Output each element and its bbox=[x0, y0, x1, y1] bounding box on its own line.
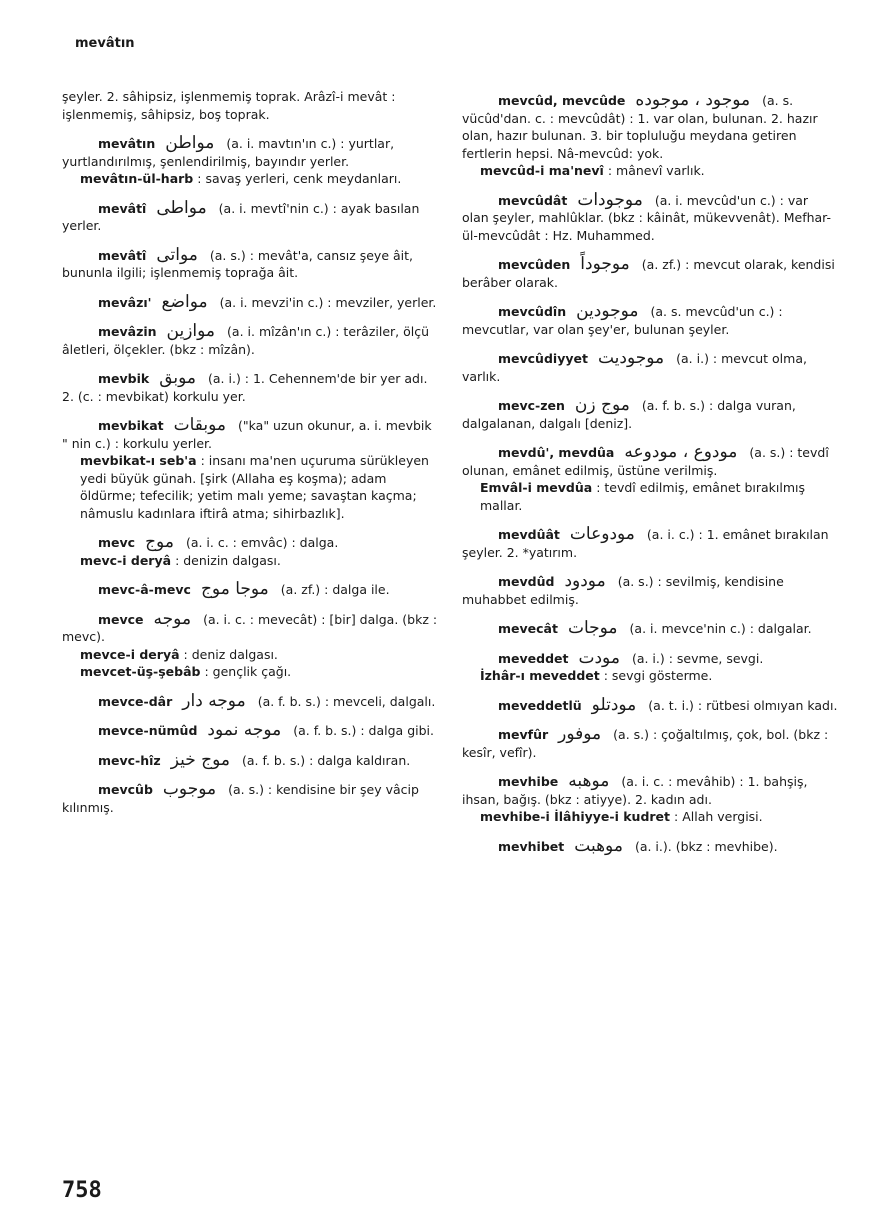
dictionary-entry bbox=[62, 722, 438, 740]
dictionary-entry bbox=[62, 291, 438, 312]
sub-entry-headword: İzhâr-ı meveddet bbox=[480, 668, 600, 683]
entry-arabic: موجه نمود bbox=[207, 720, 282, 740]
sub-entry-headword: mevcûd-i ma'nevî bbox=[480, 163, 604, 178]
sub-entry bbox=[480, 162, 838, 180]
left-column bbox=[62, 88, 438, 828]
entry-headword: mevcûdiyyet bbox=[498, 351, 588, 366]
dictionary-entry bbox=[462, 835, 838, 856]
sub-entry bbox=[80, 663, 438, 681]
sub-entry-definition: : deniz dalgası. bbox=[183, 646, 278, 662]
entry-headword: mevcûden bbox=[498, 257, 571, 272]
sub-entry-headword: mevhibe-i İlâhiyye-i kudret bbox=[480, 809, 671, 824]
right-column bbox=[462, 92, 838, 867]
dictionary-entry bbox=[462, 773, 838, 826]
running-head: mevâtın bbox=[75, 36, 135, 51]
entry-headword: mevbik bbox=[98, 371, 150, 386]
entry-arabic: موازين bbox=[166, 321, 216, 341]
sub-entry bbox=[480, 808, 838, 826]
entry-arabic: مودت bbox=[578, 647, 620, 668]
entry-definition: (a. i. mevtî'nin c.) : ayak basılan yerler. bbox=[62, 200, 420, 233]
dictionary-entry bbox=[62, 749, 438, 770]
entry-definition: (a. zf.) : dalga ile. bbox=[280, 582, 390, 597]
dictionary-entry bbox=[62, 417, 438, 522]
sub-entry bbox=[480, 667, 838, 685]
dictionary-entry bbox=[462, 350, 838, 385]
entry-headword: mevâtî bbox=[98, 200, 147, 216]
entry-headword: meveddetlü bbox=[498, 697, 582, 713]
entry-headword: mevc-zen bbox=[498, 398, 565, 413]
sub-entry bbox=[80, 552, 438, 570]
entry-definition: (a. i. mevce'nin c.) : dalgalar. bbox=[629, 621, 812, 636]
entry-definition: (a. f. b. s.) : dalga vuran, dalgalanan, dalgalı [deniz]. bbox=[462, 398, 796, 431]
dictionary-entry bbox=[462, 647, 838, 685]
dictionary-entry bbox=[62, 581, 438, 599]
entry-headword: mevâtın bbox=[98, 136, 156, 151]
sub-entry bbox=[80, 170, 438, 188]
sub-entry-headword: mevcet-üş-şebâb bbox=[80, 664, 201, 679]
entry-definition: (a. zf.) : mevcut olarak, kendisi berâber olarak. bbox=[462, 257, 835, 290]
sub-entry bbox=[80, 646, 438, 664]
continuation-text: şeyler. 2. sâhipsiz, işlenmemiş toprak. Arâzî-i mevât : işlenmemiş, sâhipsiz, boş toprak. bbox=[62, 89, 396, 122]
entry-definition: ("ka" uzun okunur, a. i. mevbik " nin c.) : korkulu yerler. bbox=[62, 418, 432, 451]
dictionary-entry bbox=[462, 526, 838, 561]
dictionary-entry bbox=[462, 256, 838, 291]
dictionary-entry bbox=[62, 197, 438, 235]
dictionary-entry bbox=[462, 573, 838, 608]
dictionary-entry bbox=[462, 189, 838, 245]
dictionary-entry bbox=[62, 781, 438, 816]
entry-headword: mevâtî bbox=[98, 247, 147, 263]
sub-entry-definition: : mânevî varlık. bbox=[607, 163, 705, 178]
sub-entry-headword: mevbikat-ı seb'a bbox=[80, 453, 197, 468]
entry-arabic: مواتى bbox=[156, 244, 198, 265]
entry-definition: (a. i. mîzân'ın c.) : terâziler, ölçü âletleri, ölçekler. (bkz : mîzân). bbox=[62, 324, 430, 357]
entry-headword: mevcûdât bbox=[498, 192, 568, 208]
entry-definition: (a. s. vücûd'dan. c. : mevcûdât) : 1. var olan, bulunan. 2. hazır olan, hazır bulunan. 3. bir topluluğu meydana getiren fertlerin hepsi. Nâ-mevcûd: yok. bbox=[462, 93, 818, 161]
entry-headword: mevce-nümûd bbox=[98, 723, 198, 738]
entry-arabic: مودوعات bbox=[569, 524, 635, 544]
entry-headword: mevdûât bbox=[498, 527, 560, 542]
entry-definition: (a. t. i.) : rütbesi olmıyan kadı. bbox=[648, 697, 838, 713]
dictionary-entry bbox=[462, 694, 838, 715]
entry-arabic: موجوداً bbox=[580, 254, 630, 274]
entry-definition: (a. i. c. : mevâhib) : 1. bahşiş, ihsan, bağış. (bkz : atiyye). 2. kadın adı. bbox=[462, 774, 808, 807]
entry-arabic: موجودين bbox=[576, 301, 639, 321]
entry-headword: meveddet bbox=[498, 650, 569, 666]
sub-entry-definition: : denizin dalgası. bbox=[175, 552, 281, 568]
dictionary-entry bbox=[62, 323, 438, 358]
dictionary-entry bbox=[462, 92, 838, 180]
entry-arabic: موبق bbox=[159, 368, 197, 388]
entry-arabic: مودتلو bbox=[591, 694, 637, 715]
entry-headword: mevcûb bbox=[98, 782, 153, 797]
sub-entry-definition: : gençlik çağı. bbox=[204, 664, 292, 679]
entry-arabic: موبقات bbox=[173, 415, 227, 435]
entry-headword: mevbikat bbox=[98, 418, 164, 433]
sub-entry-definition: : savaş yerleri, cenk meydanları. bbox=[197, 171, 402, 186]
sub-entry-definition: : tevdî edilmiş, emânet bırakılmış mallar. bbox=[480, 480, 806, 513]
entry-definition: (a. s.) : mevât'a, cansız şeye âit, bununla ilgili; işlenmemiş toprağa âit. bbox=[62, 247, 413, 280]
entry-definition: (a. i. c.) : 1. emânet bırakılan şeyler. 2. *yatırım. bbox=[462, 527, 829, 560]
entry-arabic: موجه دار bbox=[182, 690, 246, 711]
entry-definition: (a. i. c. : emvâc) : dalga. bbox=[185, 535, 339, 550]
entry-definition: (a. i.) : sevme, sevgi. bbox=[631, 650, 764, 666]
entry-definition: (a. i. mevcûd'un c.) : var olan şeyler, mahlûklar. (bkz : kâinât, mükevvenât). Mefhar-ül-mevcûdât : Hz. Muhammed. bbox=[462, 192, 832, 243]
entry-headword: mevâzin bbox=[98, 324, 157, 339]
entry-headword: mevc-â-mevc bbox=[98, 582, 191, 597]
entry-arabic: موجه bbox=[153, 608, 192, 629]
entry-arabic: موجات bbox=[567, 618, 618, 638]
sub-entry-definition: : sevgi gösterme. bbox=[603, 668, 713, 683]
entry-definition: (a. i.) : 1. Cehennem'de bir yer adı. 2. (c. : mevbikat) korkulu yer. bbox=[62, 371, 428, 404]
sub-entry-headword: Emvâl-i mevdûa bbox=[480, 480, 593, 495]
entry-headword: mevecât bbox=[498, 621, 558, 636]
entry-headword: mevdû', mevdûa bbox=[498, 445, 615, 460]
entry-definition: (a. s.) : tevdî olunan, emânet edilmiş, üstüne verilmiş. bbox=[462, 445, 829, 478]
entry-arabic: موجا موج bbox=[200, 579, 269, 599]
page-number: 758 bbox=[62, 1178, 102, 1203]
entry-definition: (a. f. b. s.) : dalga gibi. bbox=[293, 723, 434, 738]
entry-definition: (a. i. c. : mevecât) : [bir] dalga. (bkz : mevc). bbox=[62, 611, 438, 644]
entry-definition: (a. i.). (bkz : mevhibe). bbox=[634, 838, 778, 854]
entry-arabic: موج bbox=[145, 532, 174, 552]
entry-arabic: موجود ، موجوده bbox=[635, 90, 751, 110]
dictionary-entry bbox=[62, 135, 438, 188]
entry-headword: mevhibet bbox=[498, 838, 565, 854]
sub-entry-definition: : Allah vergisi. bbox=[674, 809, 763, 824]
entry-headword: mevfûr bbox=[498, 727, 549, 742]
entry-arabic: موج خيز bbox=[170, 749, 231, 770]
sub-entry-headword: mevâtın-ül-harb bbox=[80, 171, 194, 186]
sub-entry-headword: mevc-i deryâ bbox=[80, 552, 172, 568]
sub-entry bbox=[80, 452, 438, 522]
entry-arabic: موجوديت bbox=[597, 348, 665, 368]
dictionary-entry bbox=[62, 370, 438, 405]
entry-arabic: موهبت bbox=[574, 835, 623, 856]
sub-entry-headword: mevce-i deryâ bbox=[80, 646, 180, 662]
dictionary-entry bbox=[62, 608, 438, 681]
dictionary-entry bbox=[462, 620, 838, 638]
entry-definition: (a. s.) : sevilmiş, kendisine muhabbet edilmiş. bbox=[462, 574, 784, 607]
dictionary-entry bbox=[462, 397, 838, 432]
sub-entry-definition: : insanı ma'nen uçuruma sürükleyen yedi büyük günah. [şirk (Allaha eş koşma); adam öldürme; tefecilik; yetim malı yeme; savaştan kaçma; nâmuslu kadınlara iftirâ atma; sihirbazlık]. bbox=[80, 453, 429, 521]
entry-arabic: مودود bbox=[564, 571, 606, 591]
entry-definition: (a. i. mavtın'ın c.) : yurtlar, yurtlandırılmış, şenlendirilmiş, bayındır yerler. bbox=[62, 136, 395, 169]
entry-headword: mevcûd, mevcûde bbox=[498, 93, 626, 108]
entry-headword: mevce-dâr bbox=[98, 693, 173, 709]
entry-definition: (a. s.) : çoğaltılmış, çok, bol. (bkz : kesîr, vefîr). bbox=[462, 727, 829, 760]
entry-definition: (a. f. b. s.) : mevceli, dalgalı. bbox=[257, 693, 436, 709]
entry-headword: mevcûdîn bbox=[498, 304, 567, 319]
dictionary-entry bbox=[62, 534, 438, 569]
entry-headword: mevâzı' bbox=[98, 294, 152, 310]
entry-arabic: مواطن bbox=[165, 133, 215, 153]
dictionary-entry bbox=[462, 726, 838, 761]
entry-arabic: موجودات bbox=[577, 189, 643, 210]
entry-definition: (a. s.) : kendisine bir şey vâcip kılınmış. bbox=[62, 782, 419, 815]
entry-arabic: مودوع ، مودوعه bbox=[624, 442, 738, 462]
entry-headword: mevhibe bbox=[498, 774, 559, 789]
entry-arabic: موفور bbox=[558, 724, 602, 744]
dictionary-entry bbox=[62, 690, 438, 711]
dictionary-entry bbox=[462, 303, 838, 338]
entry-headword: mevc-hîz bbox=[98, 752, 161, 768]
dictionary-entry bbox=[62, 244, 438, 282]
entry-headword: mevdûd bbox=[498, 574, 555, 589]
entry-headword: mevce bbox=[98, 611, 144, 627]
entry-definition: (a. i.) : mevcut olma, varlık. bbox=[462, 351, 807, 384]
entry-arabic: موجوب bbox=[162, 779, 217, 799]
entry-headword: mevc bbox=[98, 535, 136, 550]
entry-arabic: مواضع bbox=[161, 291, 208, 312]
entry-arabic: موهبه bbox=[568, 771, 610, 791]
entry-definition: (a. f. b. s.) : dalga kaldıran. bbox=[242, 752, 411, 768]
sub-entry bbox=[480, 479, 838, 514]
entry-arabic: مواطى bbox=[156, 197, 207, 218]
dictionary-entry bbox=[462, 444, 838, 514]
entry-arabic: موج زن bbox=[574, 395, 630, 415]
entry-definition: (a. s. mevcûd'un c.) : mevcutlar, var olan şey'er, bulunan şeyler. bbox=[462, 304, 783, 337]
entry-definition: (a. i. mevzi'in c.) : mevziler, yerler. bbox=[219, 294, 437, 310]
